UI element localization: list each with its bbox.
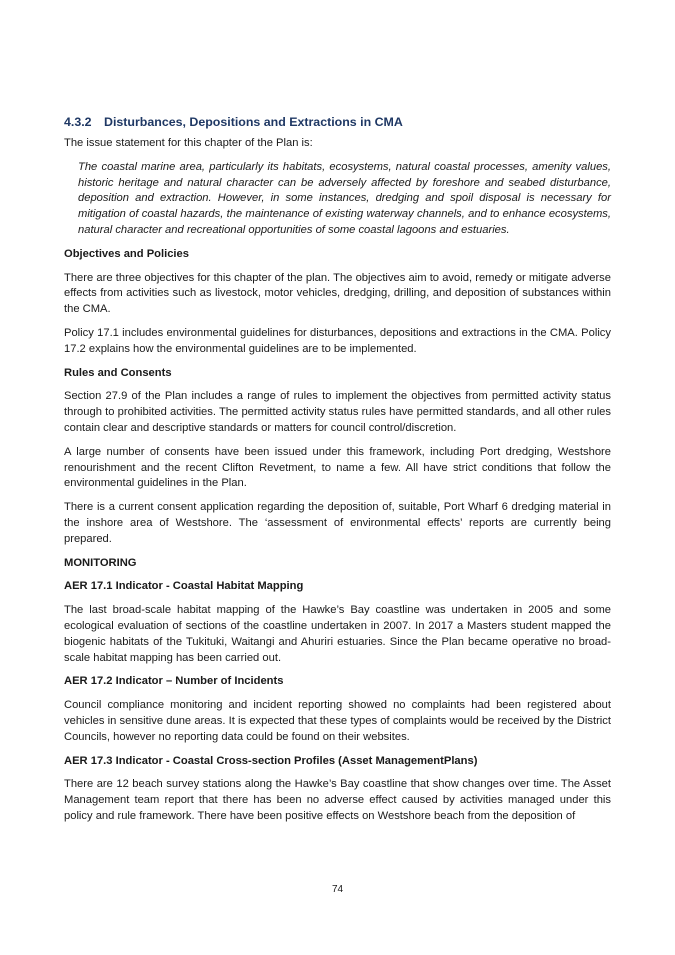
rules-heading: Rules and Consents (64, 366, 172, 379)
objectives-paragraph-2: Policy 17.1 includes environmental guidelines for disturbances, depositions and extractions in the CMA. Policy 17.2 explains how the environmental guidelines are to be implemented. (64, 326, 611, 355)
section-title: Disturbances, Depositions and Extractions in CMA (104, 115, 403, 129)
objectives-heading: Objectives and Policies (64, 247, 189, 260)
issue-statement-quote: The coastal marine area, particularly its habitats, ecosystems, natural coastal processes, amenity values, historic heritage and natural character can be adversely affected by foreshore and seabed disturbance, deposition and extraction. However, in some instances, dredging and spoil disposal is necessary for mitigation of coastal hazards, the maintenance of existing waterway channels, and to enhance ecosystems, natural character and recreational opportunities of some coastal lagoons and estuaries. (78, 160, 611, 236)
intro-paragraph: The issue statement for this chapter of the Plan is: (64, 137, 313, 149)
section-number: 4.3.2 (64, 115, 92, 129)
page-number: 74 (331, 884, 344, 895)
objectives-paragraph-1: There are three objectives for this chapter of the plan. The objectives aim to avoid, remedy or mitigate adverse effects from activities such as livestock, motor vehicles, dredging, drilling, and deposition of substances within the CMA. (64, 271, 611, 316)
rules-paragraph-1: Section 27.9 of the Plan includes a range of rules to implement the objectives from permitted activity status through to prohibited activities. The permitted activity status rules have permitted standards, and all other rules contain clear and descriptive standards or matters for council control/discretion. (64, 390, 611, 434)
section-heading (64, 114, 611, 130)
aer-17-2-paragraph: Council compliance monitoring and incident reporting showed no complaints had been registered about vehicles in sensitive dune areas. It is expected that these types of complaints would be received by the District Councils, however no reporting data could be found on their websites. (64, 699, 611, 743)
aer-17-1-paragraph: The last broad-scale habitat mapping of the Hawke’s Bay coastline was undertaken in 2005 and some ecological evaluation of sections of the coastline undertaken in 2007. In 2017 a Masters student mapped the biogenic habitats of the Tukituki, Waitangi and Ahuriri estuaries. Since the Plan became operative no broad-scale habitat mapping has been carried out. (64, 604, 611, 664)
aer-17-3-paragraph: There are 12 beach survey stations along the Hawke’s Bay coastline that show changes over time. The Asset Management team report that there has been no adverse effect caused by activities managed under this policy and rule framework. There have been positive effects on Westshore beach from the deposition of (64, 778, 611, 822)
aer-17-1-heading: AER 17.1 Indicator - Coastal Habitat Mapping (64, 580, 304, 593)
monitoring-heading: MONITORING (64, 556, 137, 569)
aer-17-3-heading: AER 17.3 Indicator - Coastal Cross-section Profiles (Asset ManagementPlans) (64, 754, 478, 767)
rules-paragraph-3: There is a current consent application regarding the deposition of, suitable, Port Wharf 6 dredging material in the inshore area of Westshore. The ‘assessment of environmental effects’ reports are currently being prepared. (64, 501, 611, 545)
rules-paragraph-2: A large number of consents have been issued under this framework, including Port dredging, Westshore renourishment and the recent Clifton Revetment, to name a few. All have strict conditions that follow the environmental guidelines in the Plan. (64, 445, 611, 490)
aer-17-2-heading: AER 17.2 Indicator – Number of Incidents (64, 675, 284, 688)
